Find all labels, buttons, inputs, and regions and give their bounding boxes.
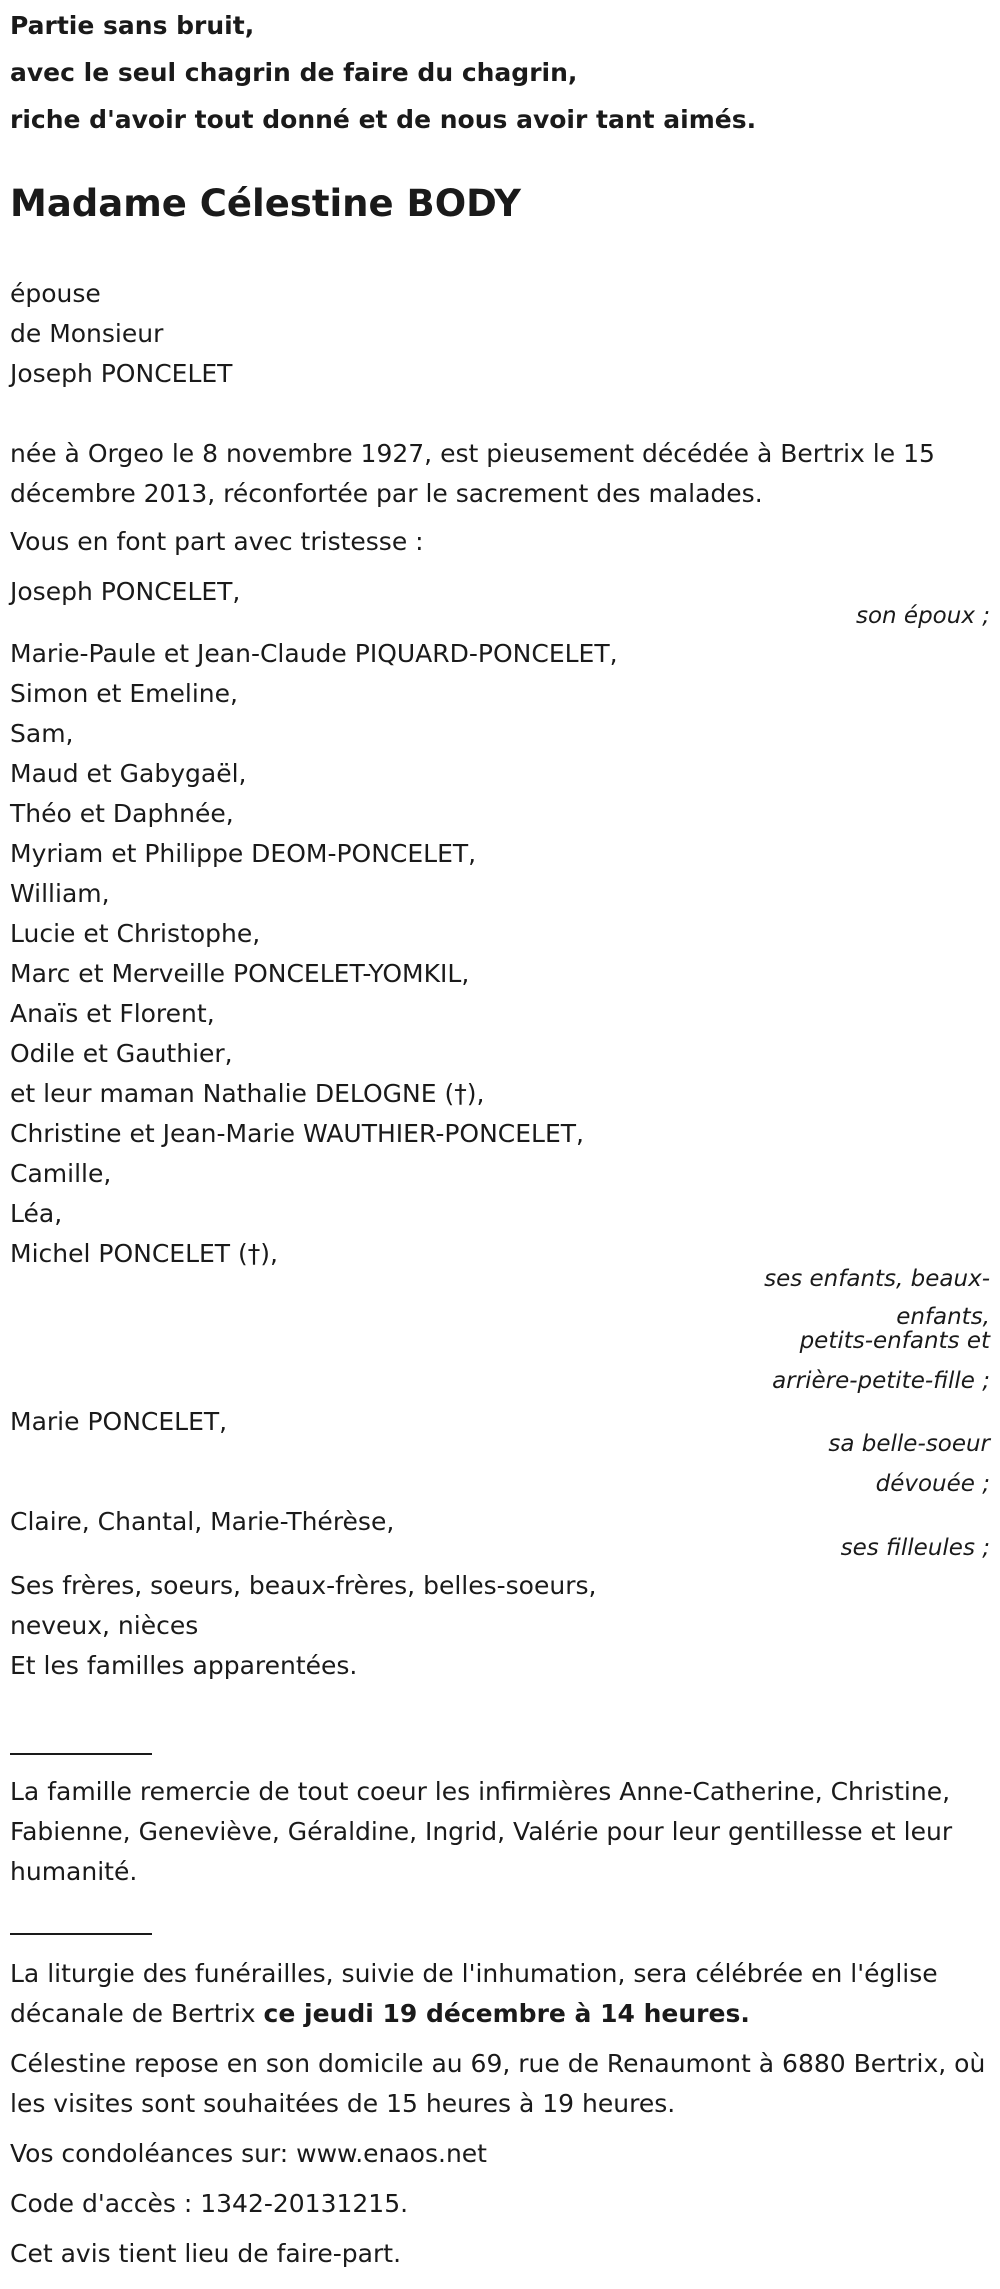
goddaughters-names: Claire, Chantal, Marie-Thérèse, — [10, 1507, 395, 1536]
separator-line — [10, 1753, 152, 1755]
children-line: Sam, — [10, 719, 74, 748]
extended-family-line: Ses frères, soeurs, beaux-frères, belles-soeurs, — [10, 1571, 597, 1600]
goddaughters-role: ses filleules ; — [840, 1535, 990, 1561]
spouse-name: Joseph PONCELET, — [10, 577, 241, 606]
children-line: Léa, — [10, 1199, 63, 1228]
extended-family-line: neveux, nièces — [10, 1611, 199, 1640]
sister-in-law-name: Marie PONCELET, — [10, 1407, 228, 1436]
spouse-line: épouse — [10, 279, 101, 308]
quote-line: avec le seul chagrin de faire du chagrin, — [10, 58, 578, 87]
extended-family-line: Et les familles apparentées. — [10, 1651, 358, 1680]
funeral-date: ce jeudi 19 décembre à 14 heures. — [263, 1999, 750, 2028]
sister-in-law-role-line: sa belle-soeur — [828, 1431, 990, 1457]
closing-line: Cet avis tient lieu de faire-part. — [10, 2239, 402, 2268]
children-line: Lucie et Christophe, — [10, 919, 261, 948]
children-line: Anaïs et Florent, — [10, 999, 215, 1028]
spouse-line: Joseph PONCELET — [10, 359, 233, 388]
children-line: Myriam et Philippe DEOM-PONCELET, — [10, 839, 477, 868]
children-line: Marie-Paule et Jean-Claude PIQUARD-PONCELET, — [10, 639, 618, 668]
funeral-text: La liturgie des funérailles, suivie de l'inhumation, sera célébrée en l'église décanale de Bertrix — [10, 1959, 938, 2028]
separator-line — [10, 1933, 152, 1935]
quote-line: riche d'avoir tout donné et de nous avoir tant aimés. — [10, 105, 757, 134]
children-line: William, — [10, 879, 110, 908]
children-line: Marc et Merveille PONCELET-YOMKIL, — [10, 959, 470, 988]
sister-in-law-role-line: dévouée ; — [875, 1471, 990, 1497]
funeral-paragraph — [10, 1954, 990, 2034]
children-line: Christine et Jean-Marie WAUTHIER-PONCELET, — [10, 1119, 584, 1148]
birth-death-paragraph: née à Orgeo le 8 novembre 1927, est pieusement décédée à Bertrix le 15 décembre 2013, réconfortée par le sacrement des malades. — [10, 439, 935, 508]
spouse-line: de Monsieur — [10, 319, 164, 348]
spouse-role: son époux ; — [855, 603, 990, 629]
children-line: Camille, — [10, 1159, 112, 1188]
children-role-line: enfants, — [896, 1304, 990, 1330]
visit-paragraph: Célestine repose en son domicile au 69, rue de Renaumont à 6880 Bertrix, où les visites sont souhaitées de 15 heures à 19 heures. — [10, 2049, 986, 2118]
children-role-line: ses enfants, beaux- — [764, 1266, 990, 1292]
children-role-line: arrière-petite-fille ; — [772, 1368, 990, 1394]
header-quote — [10, 6, 990, 147]
access-code-line: Code d'accès : 1342-20131215. — [10, 2189, 409, 2218]
quote-line: Partie sans bruit, — [10, 11, 255, 40]
children-line: et leur maman Nathalie DELOGNE (†), — [10, 1079, 485, 1108]
children-line: Simon et Emeline, — [10, 679, 238, 708]
deceased-name: Madame Célestine BODY — [10, 182, 521, 225]
children-line: Maud et Gabygaël, — [10, 759, 247, 788]
condolences-line: Vos condoléances sur: www.enaos.net — [10, 2139, 487, 2168]
children-role-line: petits-enfants et — [799, 1328, 990, 1354]
thanks-paragraph: La famille remercie de tout coeur les infirmières Anne-Catherine, Christine, Fabienne, Geneviève, Géraldine, Ingrid, Valérie pour leur gentillesse et leur humanité. — [10, 1777, 953, 1886]
children-line: Théo et Daphnée, — [10, 799, 234, 828]
children-line: Odile et Gauthier, — [10, 1039, 233, 1068]
children-line: Michel PONCELET (†), — [10, 1239, 278, 1268]
announcement-intro: Vous en font part avec tristesse : — [10, 527, 424, 556]
